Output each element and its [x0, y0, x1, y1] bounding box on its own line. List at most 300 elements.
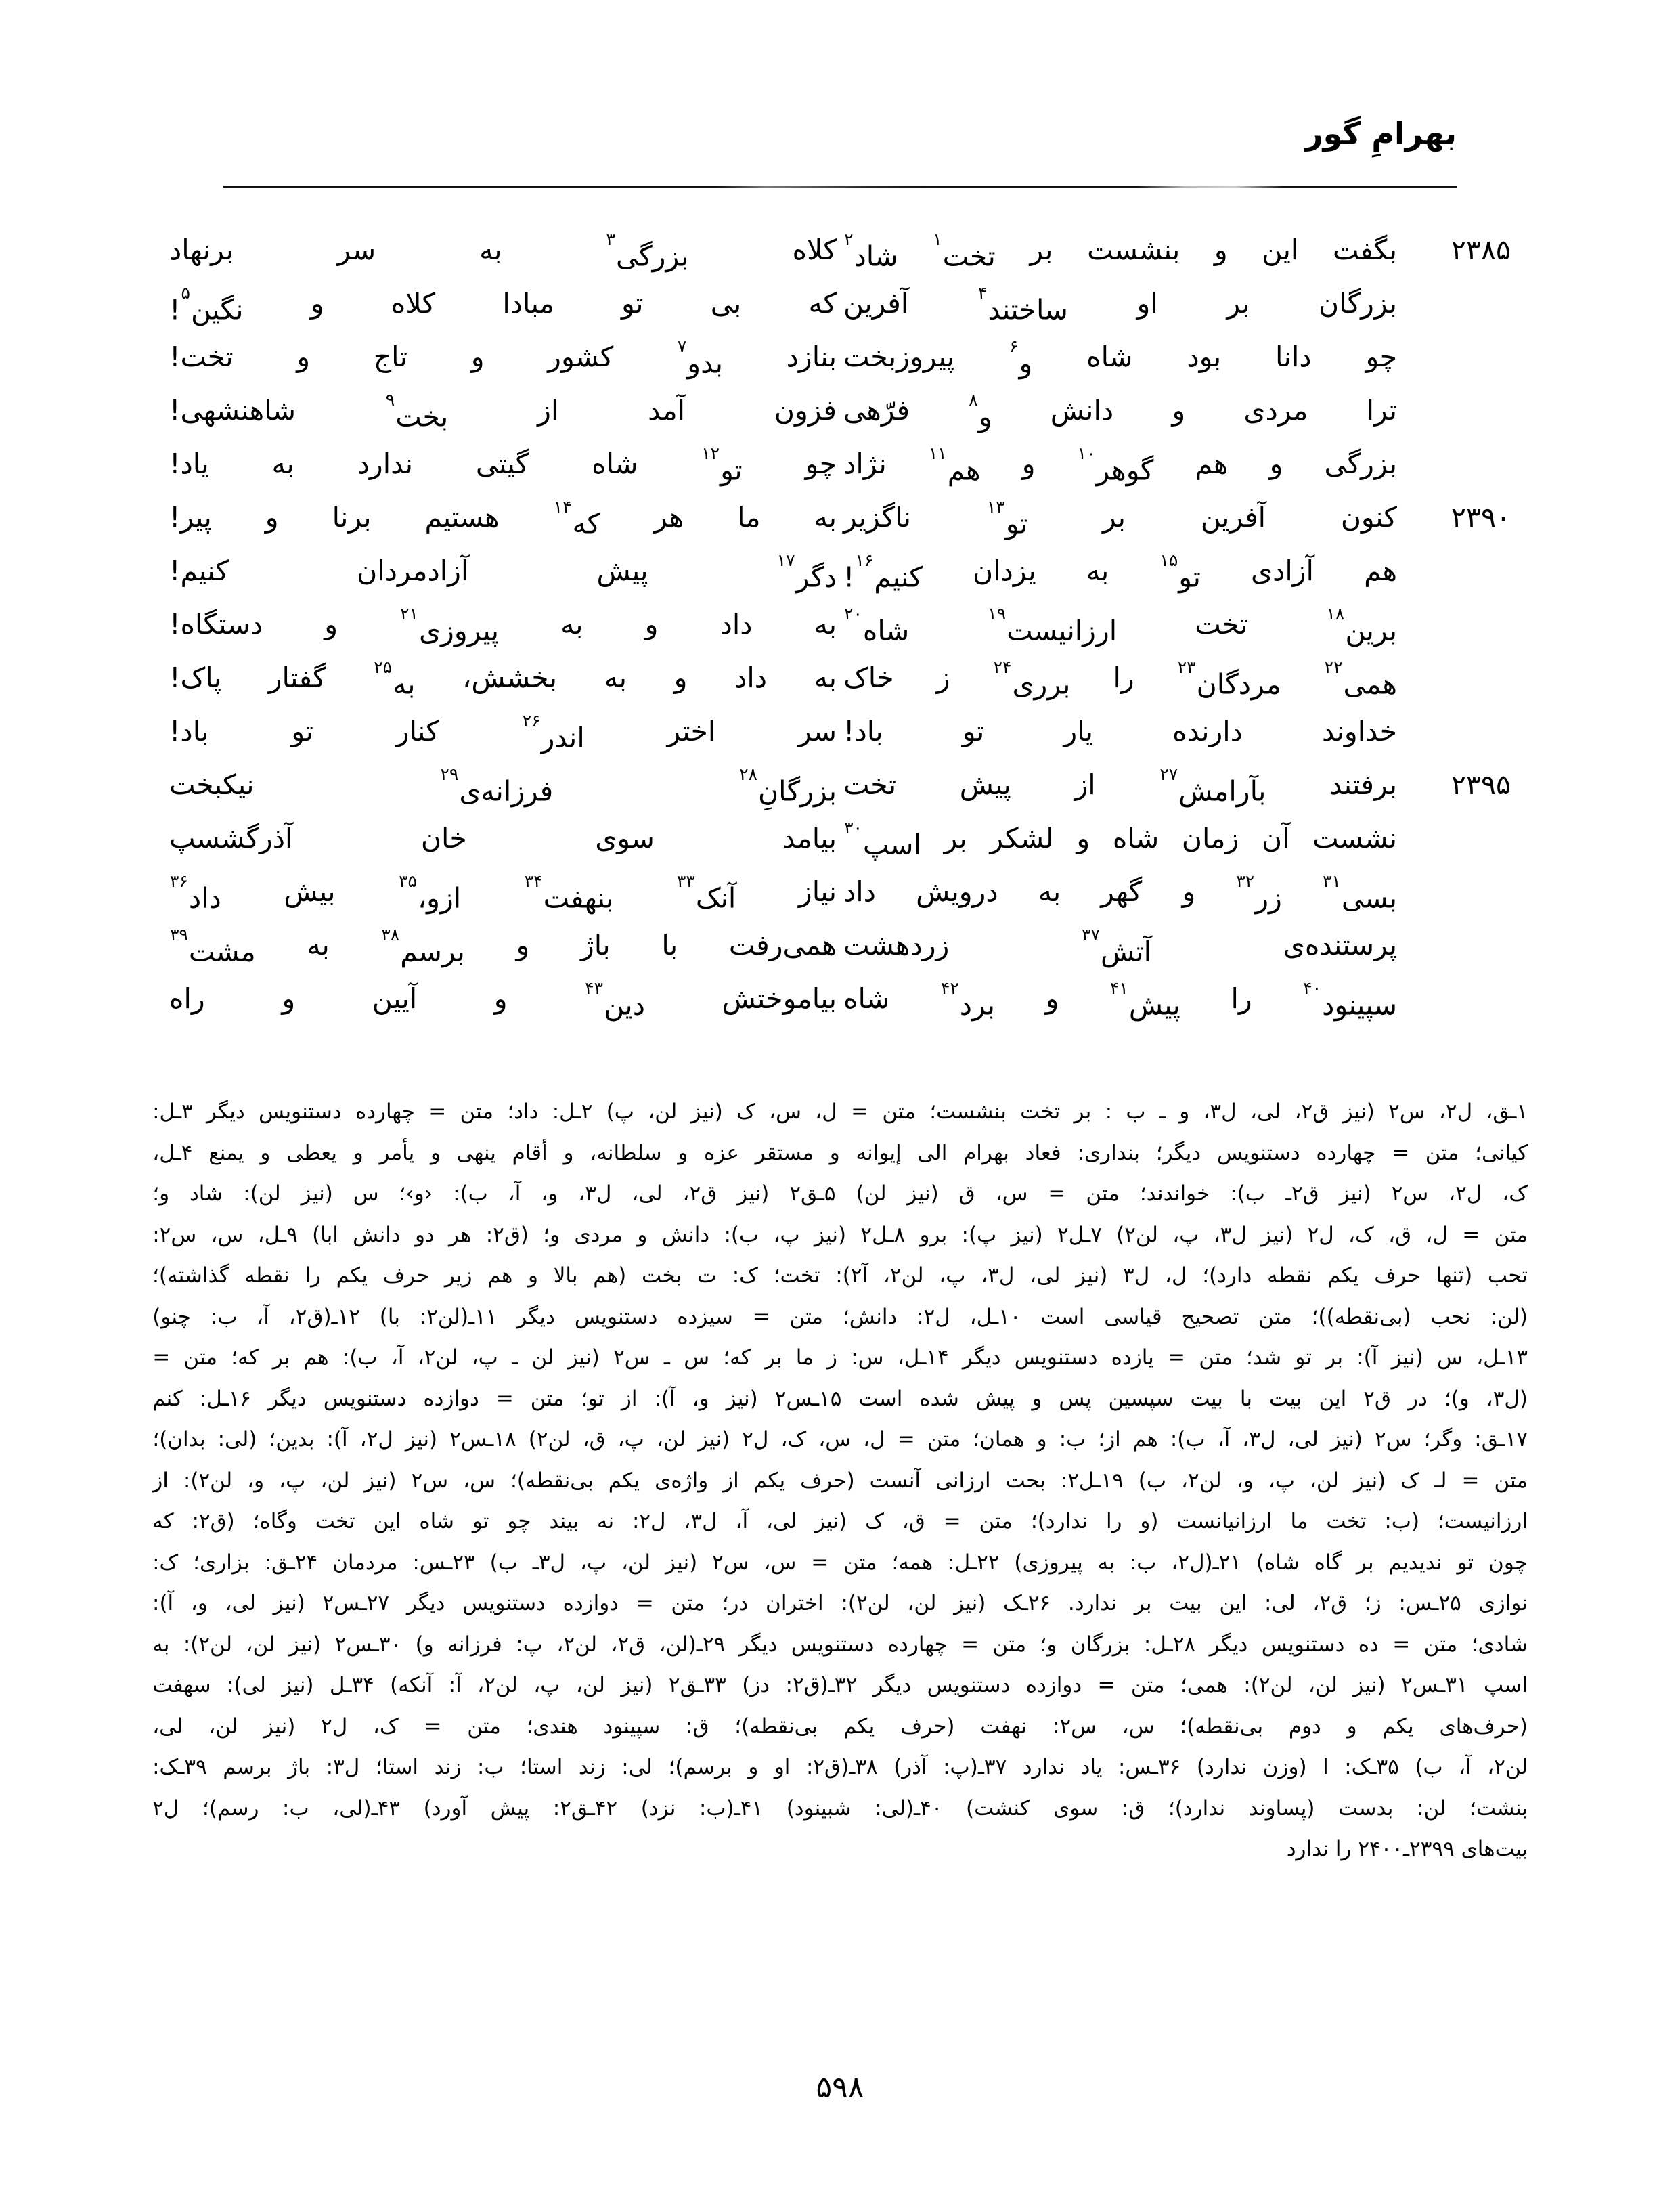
apparatus-token: به: [152, 1632, 170, 1657]
footnote-marker: ۲۹: [440, 764, 459, 784]
apparatus-token: خواندند؛: [1139, 1181, 1210, 1206]
apparatus-token: تحب: [1487, 1263, 1528, 1288]
apparatus-token: ندارد): [1196, 1755, 1247, 1779]
apparatus-token: لن۲،: [477, 1673, 518, 1697]
apparatus-token: ت: [697, 1263, 717, 1288]
apparatus-token: هر: [449, 1222, 472, 1247]
verse-number: [1397, 330, 1511, 384]
apparatus-token: پ،: [773, 1222, 800, 1247]
apparatus-token: نوازی: [1478, 1591, 1528, 1615]
verse-word: بیامد: [782, 822, 837, 854]
apparatus-token: یکم: [753, 1468, 786, 1493]
apparatus-token: گذاشته)؛: [152, 1263, 229, 1288]
apparatus-token: س۲: [1391, 1181, 1429, 1206]
apparatus-token: یاد: [1080, 1755, 1103, 1779]
verse-number: [1397, 979, 1511, 1032]
apparatus-token: متن: [467, 1714, 501, 1739]
apparatus-token: ل،: [863, 1427, 885, 1452]
apparatus-token: و: [430, 1140, 441, 1165]
verse-couplet: [169, 972, 1511, 1026]
apparatus-token: لن):: [243, 1181, 281, 1206]
apparatus-token: لن،: [621, 1550, 651, 1575]
apparatus-token: ل۳،: [1242, 1427, 1276, 1452]
apparatus-token: ز: [827, 1345, 837, 1370]
hemistich-right: [843, 651, 1511, 705]
apparatus-token: ۳۵ـک:: [1344, 1755, 1399, 1779]
verse-word: دین$^{۴۳}$: [585, 978, 645, 1022]
apparatus-token: بر: [1356, 1550, 1374, 1575]
apparatus-token: ل،: [1425, 1222, 1448, 1247]
apparatus-token: ق:: [686, 1714, 709, 1739]
apparatus-token: ل۳:: [326, 1755, 360, 1779]
apparatus-token: =: [1392, 1632, 1411, 1657]
footnote-marker: ۳۵: [399, 871, 417, 891]
apparatus-token: لن،: [246, 1632, 275, 1657]
apparatus-token: دانش: [353, 1222, 401, 1247]
hemistich-left: [169, 812, 843, 865]
apparatus-token: ل۲،: [1438, 1100, 1473, 1124]
apparatus-token: همی؛: [1180, 1673, 1228, 1697]
apparatus-token: أقام: [512, 1140, 548, 1165]
footnote-marker: ۹: [385, 390, 395, 410]
apparatus-line: [152, 1133, 1528, 1174]
hemistich-left: [169, 919, 843, 972]
apparatus-token: ۴۳ـ(لی،: [332, 1795, 401, 1821]
verse-word: تاج: [373, 341, 408, 373]
apparatus-token: و: [1179, 1100, 1190, 1124]
verse-word: کنیم!: [169, 554, 229, 587]
apparatus-token: ۸ـل۲: [860, 1222, 906, 1247]
apparatus-token: برسم: [223, 1755, 272, 1779]
apparatus-token: لن۲،: [1487, 1755, 1528, 1779]
apparatus-token: و: [1032, 1386, 1042, 1411]
hemistich-right: [843, 277, 1511, 330]
apparatus-token: پس: [1059, 1386, 1092, 1411]
apparatus-token: ل۳،: [578, 1181, 612, 1206]
apparatus-token: س۲: [712, 1550, 749, 1575]
apparatus-token: شده: [919, 1386, 959, 1411]
apparatus-token: برسم)؛: [668, 1755, 732, 1779]
apparatus-token: =: [1462, 1222, 1480, 1247]
verse-word: با: [661, 929, 678, 961]
verse-word: بزرگانِ$^{۲۸}$: [739, 764, 837, 808]
apparatus-token: ب:: [282, 1795, 309, 1821]
verse-word: بیاموختش: [722, 982, 837, 1015]
apparatus-token: هم: [487, 1263, 513, 1288]
apparatus-token: بخت: [642, 1263, 682, 1288]
apparatus-token: کیانی؛: [1475, 1140, 1528, 1165]
apparatus-token: =: [752, 1304, 770, 1329]
apparatus-token: متن: [1494, 1222, 1528, 1247]
footnote-marker: ۳۰: [844, 818, 862, 837]
apparatus-token: یمنع: [208, 1140, 244, 1165]
apparatus-token: ق۲،: [1294, 1100, 1329, 1124]
apparatus-token: لی):: [227, 1673, 266, 1697]
apparatus-token: لی،: [766, 1509, 797, 1533]
apparatus-token: لن۲): [1116, 1222, 1158, 1247]
apparatus-token: حرف: [382, 1263, 430, 1288]
apparatus-token: شد؛: [1246, 1345, 1282, 1370]
verse-word: بر: [1030, 234, 1053, 266]
apparatus-token: فرزانه: [447, 1632, 502, 1657]
verse-word: و: [265, 501, 279, 534]
apparatus-token: (نیز: [1330, 1427, 1363, 1452]
apparatus-token: آنست: [869, 1468, 921, 1493]
verse-couplet: [169, 437, 1511, 491]
apparatus-token: ل۲:: [632, 1509, 666, 1533]
apparatus-token: ارزانیست؛: [1437, 1509, 1528, 1533]
apparatus-token: س: [353, 1181, 379, 1206]
apparatus-token: ۱ـق،: [1486, 1100, 1528, 1124]
footnote-marker: ۲۲: [1324, 657, 1343, 677]
verse-word: بخت$^۹$: [385, 390, 449, 433]
verse-word: و: [1172, 394, 1186, 427]
hemistich-left: [169, 758, 843, 812]
footnote-marker: ۳: [606, 230, 615, 249]
apparatus-token: (نیز: [621, 1673, 653, 1697]
footnote-marker: ۱۰: [1077, 443, 1096, 463]
apparatus-token: ب:: [477, 1755, 504, 1779]
verse-word: تو: [291, 715, 313, 747]
apparatus-token: لن۲):: [841, 1591, 890, 1615]
apparatus-token: (نیز: [1342, 1100, 1375, 1124]
verse-word: پرستنده‌ی: [1283, 929, 1397, 961]
verse-word: تو$^{۱۲}$: [701, 443, 743, 487]
verse-word: را: [1113, 661, 1134, 694]
apparatus-token: س۲: [613, 1345, 650, 1370]
apparatus-token: تخت: [315, 1509, 355, 1533]
apparatus-token: از؛: [1098, 1427, 1121, 1452]
hemistich-left: [169, 437, 843, 491]
apparatus-token: بهرام: [963, 1140, 1009, 1165]
verse-word: و: [1214, 234, 1228, 266]
apparatus-token: س۲: [1375, 1427, 1412, 1452]
apparatus-token: :: [1105, 1100, 1113, 1124]
apparatus-token: ۳۲ـ(ق۲:: [785, 1673, 858, 1697]
verse-word: باد!: [169, 715, 209, 747]
apparatus-token: چون: [1488, 1550, 1528, 1575]
apparatus-token: دیگر: [516, 1304, 555, 1329]
apparatus-token: (نیز: [567, 1345, 600, 1370]
verse-word: بیش: [284, 875, 336, 908]
apparatus-token: یأمر: [379, 1140, 415, 1165]
apparatus-token: =: [1097, 1673, 1115, 1697]
verse-word: به: [271, 448, 294, 480]
apparatus-token: (و: [1140, 1509, 1159, 1533]
apparatus-token: آ۲):: [835, 1263, 868, 1288]
apparatus-token: لی،: [1287, 1427, 1319, 1452]
verse-word: نژاد: [843, 448, 887, 480]
verse-word: کلاه: [391, 287, 436, 320]
apparatus-token: ق۲،: [682, 1181, 717, 1206]
verse-word: که$^{۱۴}$: [553, 497, 601, 540]
verse-word: ارزانیست$^{۱۹}$: [988, 604, 1118, 647]
apparatus-token: ۲۳ـس:: [412, 1550, 475, 1575]
verse-word: شاد$^۲$: [844, 230, 898, 273]
apparatus-token: ب):: [453, 1181, 488, 1206]
apparatus-token: ۱۸ـس۲: [449, 1427, 516, 1452]
footnote-marker: ۸: [969, 390, 978, 410]
verse-word: برری$^{۲۴}$: [993, 657, 1071, 701]
apparatus-token: (نیز: [954, 1591, 986, 1615]
verse-number: [1397, 437, 1511, 491]
verse-number: [1397, 605, 1511, 658]
verse-word: به: [604, 661, 627, 694]
apparatus-token: بیت: [1269, 1386, 1302, 1411]
apparatus-token: نقطه: [244, 1263, 290, 1288]
apparatus-token: آ،: [1217, 1427, 1231, 1452]
verse-word: سر: [337, 234, 376, 266]
apparatus-token: در؛: [722, 1591, 749, 1615]
verse-word: داد: [720, 608, 753, 640]
verse-word: بزرگی: [1324, 448, 1397, 480]
verse-word: بی: [710, 287, 742, 320]
apparatus-token: پ): [606, 1100, 634, 1124]
verse-word: و: [324, 608, 338, 640]
verse-word: ناگزیر: [843, 501, 912, 534]
verse-word: پیروزبخت: [843, 341, 955, 373]
apparatus-token: (نیز: [698, 1427, 730, 1452]
footnote-marker: ۱۴: [553, 497, 572, 517]
footnote-marker: ۴: [977, 283, 988, 303]
footnote-marker: ۱۶: [855, 550, 874, 570]
apparatus-token: دو: [414, 1222, 435, 1247]
apparatus-token: را: [1105, 1509, 1122, 1533]
apparatus-token: تو: [472, 1509, 489, 1533]
apparatus-token: ق،: [1388, 1222, 1412, 1247]
apparatus-token: ۳۴ـل: [329, 1673, 374, 1697]
apparatus-token: ۷ـل۲: [1057, 1222, 1102, 1247]
critical-apparatus: [152, 1091, 1528, 1870]
verse-couplet: [169, 277, 1511, 330]
apparatus-token: =: [636, 1591, 654, 1615]
verse-word: آزادمردان: [357, 554, 469, 587]
verse-word: اسپ$^{۳۰}$: [844, 818, 921, 861]
footnote-marker: ۳۲: [1236, 871, 1255, 891]
verse-word: پیر!: [169, 501, 212, 534]
verse-word: دانا: [1275, 341, 1312, 373]
apparatus-token: ق: [958, 1181, 975, 1206]
apparatus-token: (لن:: [1490, 1304, 1528, 1329]
apparatus-token: ک،: [780, 1427, 807, 1452]
verse-word: هم: [1364, 554, 1397, 587]
apparatus-token: لی،: [1250, 1100, 1281, 1124]
verse-couplet: [169, 705, 1511, 758]
apparatus-token: این: [1319, 1386, 1347, 1411]
hemistich-left: [169, 491, 843, 544]
verse-word: تخت$^۱$: [933, 230, 996, 273]
apparatus-token: ک،: [1502, 1181, 1528, 1206]
apparatus-token: ل۲: [1307, 1222, 1334, 1247]
apparatus-token: که؛: [723, 1345, 751, 1370]
apparatus-token: پیش: [490, 1795, 530, 1821]
verse-word: آنک$^{۳۳}$: [676, 871, 736, 915]
apparatus-token: دستنویس: [1261, 1632, 1345, 1657]
apparatus-token: آ):: [152, 1591, 174, 1615]
apparatus-token: ل۳ـ: [532, 1550, 566, 1575]
header-divider-rule: [223, 186, 1457, 188]
apparatus-line: [152, 1583, 1528, 1624]
apparatus-token: عزه: [704, 1140, 739, 1165]
verse-word: مردگان$^{۲۳}$: [1177, 657, 1281, 701]
apparatus-token: دوازده: [562, 1591, 619, 1615]
apparatus-token: =: [943, 1509, 961, 1533]
footnote-marker: ۲: [844, 230, 854, 249]
apparatus-token: ‹و›؛: [399, 1181, 433, 1206]
apparatus-token: آورد): [423, 1795, 468, 1821]
apparatus-token: (تنها: [1436, 1263, 1473, 1288]
verse-word: برنهاد: [169, 234, 234, 266]
apparatus-token: متن: [882, 1100, 916, 1124]
verse-couplet: [169, 223, 1511, 277]
footnote-marker: ۴۲: [940, 978, 959, 998]
apparatus-token: همه؛: [891, 1550, 933, 1575]
apparatus-token: دستنویس: [574, 1304, 658, 1329]
apparatus-token: لن،: [320, 1468, 350, 1493]
apparatus-token: ما: [1290, 1509, 1308, 1533]
hemistich-right: [843, 598, 1511, 651]
verse-word: داد: [734, 661, 767, 694]
apparatus-token: پ،: [939, 1263, 966, 1288]
apparatus-token: و): [415, 1632, 434, 1657]
apparatus-token: و: [1036, 1427, 1047, 1452]
apparatus-token: تو: [1457, 1550, 1474, 1575]
verse-word: کنیم$^{۱۶}$!: [843, 550, 923, 594]
apparatus-token: س،: [211, 1222, 244, 1247]
verse-word: نگین$^۵$!: [169, 283, 244, 326]
apparatus-token: بنداری:: [1077, 1140, 1140, 1165]
apparatus-token: =: [1168, 1345, 1185, 1370]
apparatus-token: بدان)؛: [152, 1427, 206, 1452]
apparatus-token: بر: [1074, 1100, 1092, 1124]
verse-word: پاک!: [169, 661, 222, 694]
footnote-marker: ۳۳: [676, 871, 695, 891]
apparatus-token: (نیز: [815, 1509, 847, 1533]
apparatus-token: متن: [927, 1427, 961, 1452]
footnote-marker: ۴۳: [585, 978, 604, 998]
hemistich-left: [169, 598, 843, 651]
apparatus-token: =: [851, 1100, 869, 1124]
apparatus-token: ۲۸ـل:: [1143, 1632, 1196, 1657]
verse-word: دانش: [1050, 394, 1114, 427]
apparatus-token: ـ: [663, 1345, 670, 1370]
verse-couplet: [169, 491, 1511, 544]
apparatus-token: استا؛: [520, 1755, 563, 1779]
apparatus-token: با: [1239, 1386, 1252, 1411]
apparatus-token: ق:: [1121, 1795, 1145, 1821]
verse-word: سوی: [595, 822, 655, 854]
apparatus-last-line: بیت‌های ۲۳۹۹ـ۲۴۰۰ را ندارد: [1286, 1837, 1528, 1861]
hemistich-left: [169, 865, 843, 919]
apparatus-token: ۹ـل،: [257, 1222, 298, 1247]
apparatus-token: شادی؛: [1471, 1632, 1528, 1657]
apparatus-token: حرف: [1374, 1263, 1421, 1288]
verse-word: گیتی: [475, 448, 529, 480]
apparatus-token: =: [424, 1714, 442, 1739]
apparatus-line: [152, 1706, 1528, 1747]
apparatus-token: س،: [1122, 1714, 1155, 1739]
apparatus-token: ل۳،: [1213, 1222, 1247, 1247]
apparatus-token: نحب: [1430, 1304, 1471, 1329]
apparatus-token: و؛: [1040, 1632, 1057, 1657]
verse-word: بنهفت$^{۳۴}$: [524, 871, 614, 915]
hemistich-left: [169, 651, 843, 705]
apparatus-token: (نیز: [1339, 1181, 1371, 1206]
verse-word: بر: [1226, 287, 1250, 320]
apparatus-token: (ب:: [1384, 1509, 1420, 1533]
verse-word: به: [479, 234, 502, 266]
apparatus-token: هم: [1132, 1427, 1158, 1452]
apparatus-token: یعطی: [286, 1140, 337, 1165]
apparatus-line: [152, 1665, 1528, 1706]
apparatus-token: سیزده: [677, 1304, 733, 1329]
apparatus-token: پ:: [516, 1632, 543, 1657]
verse-number: [1397, 812, 1511, 865]
apparatus-token: ل۲: [742, 1427, 769, 1452]
verse-word: بنشست: [1087, 234, 1180, 266]
verse-number: [1397, 919, 1511, 972]
apparatus-token: (حرف‌های: [1439, 1714, 1528, 1739]
footnote-marker: ۱: [933, 230, 942, 249]
apparatus-token: س۲:: [152, 1222, 197, 1247]
apparatus-token: سوی: [1053, 1795, 1099, 1821]
apparatus-token: ۲۵ـس:: [1398, 1591, 1461, 1615]
apparatus-token: ارزانی: [935, 1468, 991, 1493]
apparatus-token: ل۲،: [1449, 1181, 1482, 1206]
apparatus-token: ب: [1126, 1100, 1146, 1124]
apparatus-token: (نیز: [405, 1427, 438, 1452]
apparatus-token: ک: [736, 1100, 755, 1124]
apparatus-line: [152, 1788, 1528, 1829]
apparatus-token: لن،: [1309, 1468, 1339, 1493]
verse-word: و: [282, 982, 296, 1015]
verse-word: برد$^{۴۲}$: [940, 978, 996, 1022]
apparatus-token: س۲: [1388, 1100, 1425, 1124]
apparatus-token: ـ: [512, 1345, 518, 1370]
apparatus-token: تو: [1295, 1345, 1312, 1370]
apparatus-token: چهارده: [1316, 1140, 1376, 1165]
apparatus-token: و،: [692, 1386, 709, 1411]
verse-word: درویش: [916, 875, 998, 908]
verse-word: و: [644, 608, 659, 640]
apparatus-token: بر: [1325, 1345, 1343, 1370]
apparatus-token: گاه: [1314, 1550, 1342, 1575]
apparatus-token: س،: [769, 1100, 801, 1124]
apparatus-token: ده: [1358, 1632, 1379, 1657]
apparatus-token: ینهی: [456, 1140, 496, 1165]
verse-couplet: [169, 919, 1511, 972]
apparatus-token: داد؛: [507, 1100, 539, 1124]
apparatus-token: دیگر: [206, 1100, 245, 1124]
apparatus-token: ق۲ـ: [1285, 1181, 1319, 1206]
apparatus-token: دستنویس: [791, 1632, 875, 1657]
apparatus-token: و: [260, 1140, 271, 1165]
apparatus-token: متن: [1423, 1632, 1458, 1657]
verse-word: زردهشت: [843, 929, 950, 961]
footnote-marker: ۱۷: [776, 550, 795, 570]
footnote-marker: ۵: [181, 283, 190, 303]
verse-word: شاه$^{۲۰}$: [844, 604, 910, 647]
verse-word: بر: [944, 822, 967, 854]
apparatus-token: س،: [995, 1181, 1028, 1206]
apparatus-line: [152, 1624, 1528, 1665]
apparatus-token: لن): [856, 1181, 887, 1206]
apparatus-token: دستنویس: [259, 1100, 342, 1124]
apparatus-token: متن: [843, 1550, 877, 1575]
verse-word: و$^۸$: [969, 390, 992, 433]
apparatus-token: س،: [764, 1550, 797, 1575]
apparatus-token: زند: [578, 1755, 606, 1779]
